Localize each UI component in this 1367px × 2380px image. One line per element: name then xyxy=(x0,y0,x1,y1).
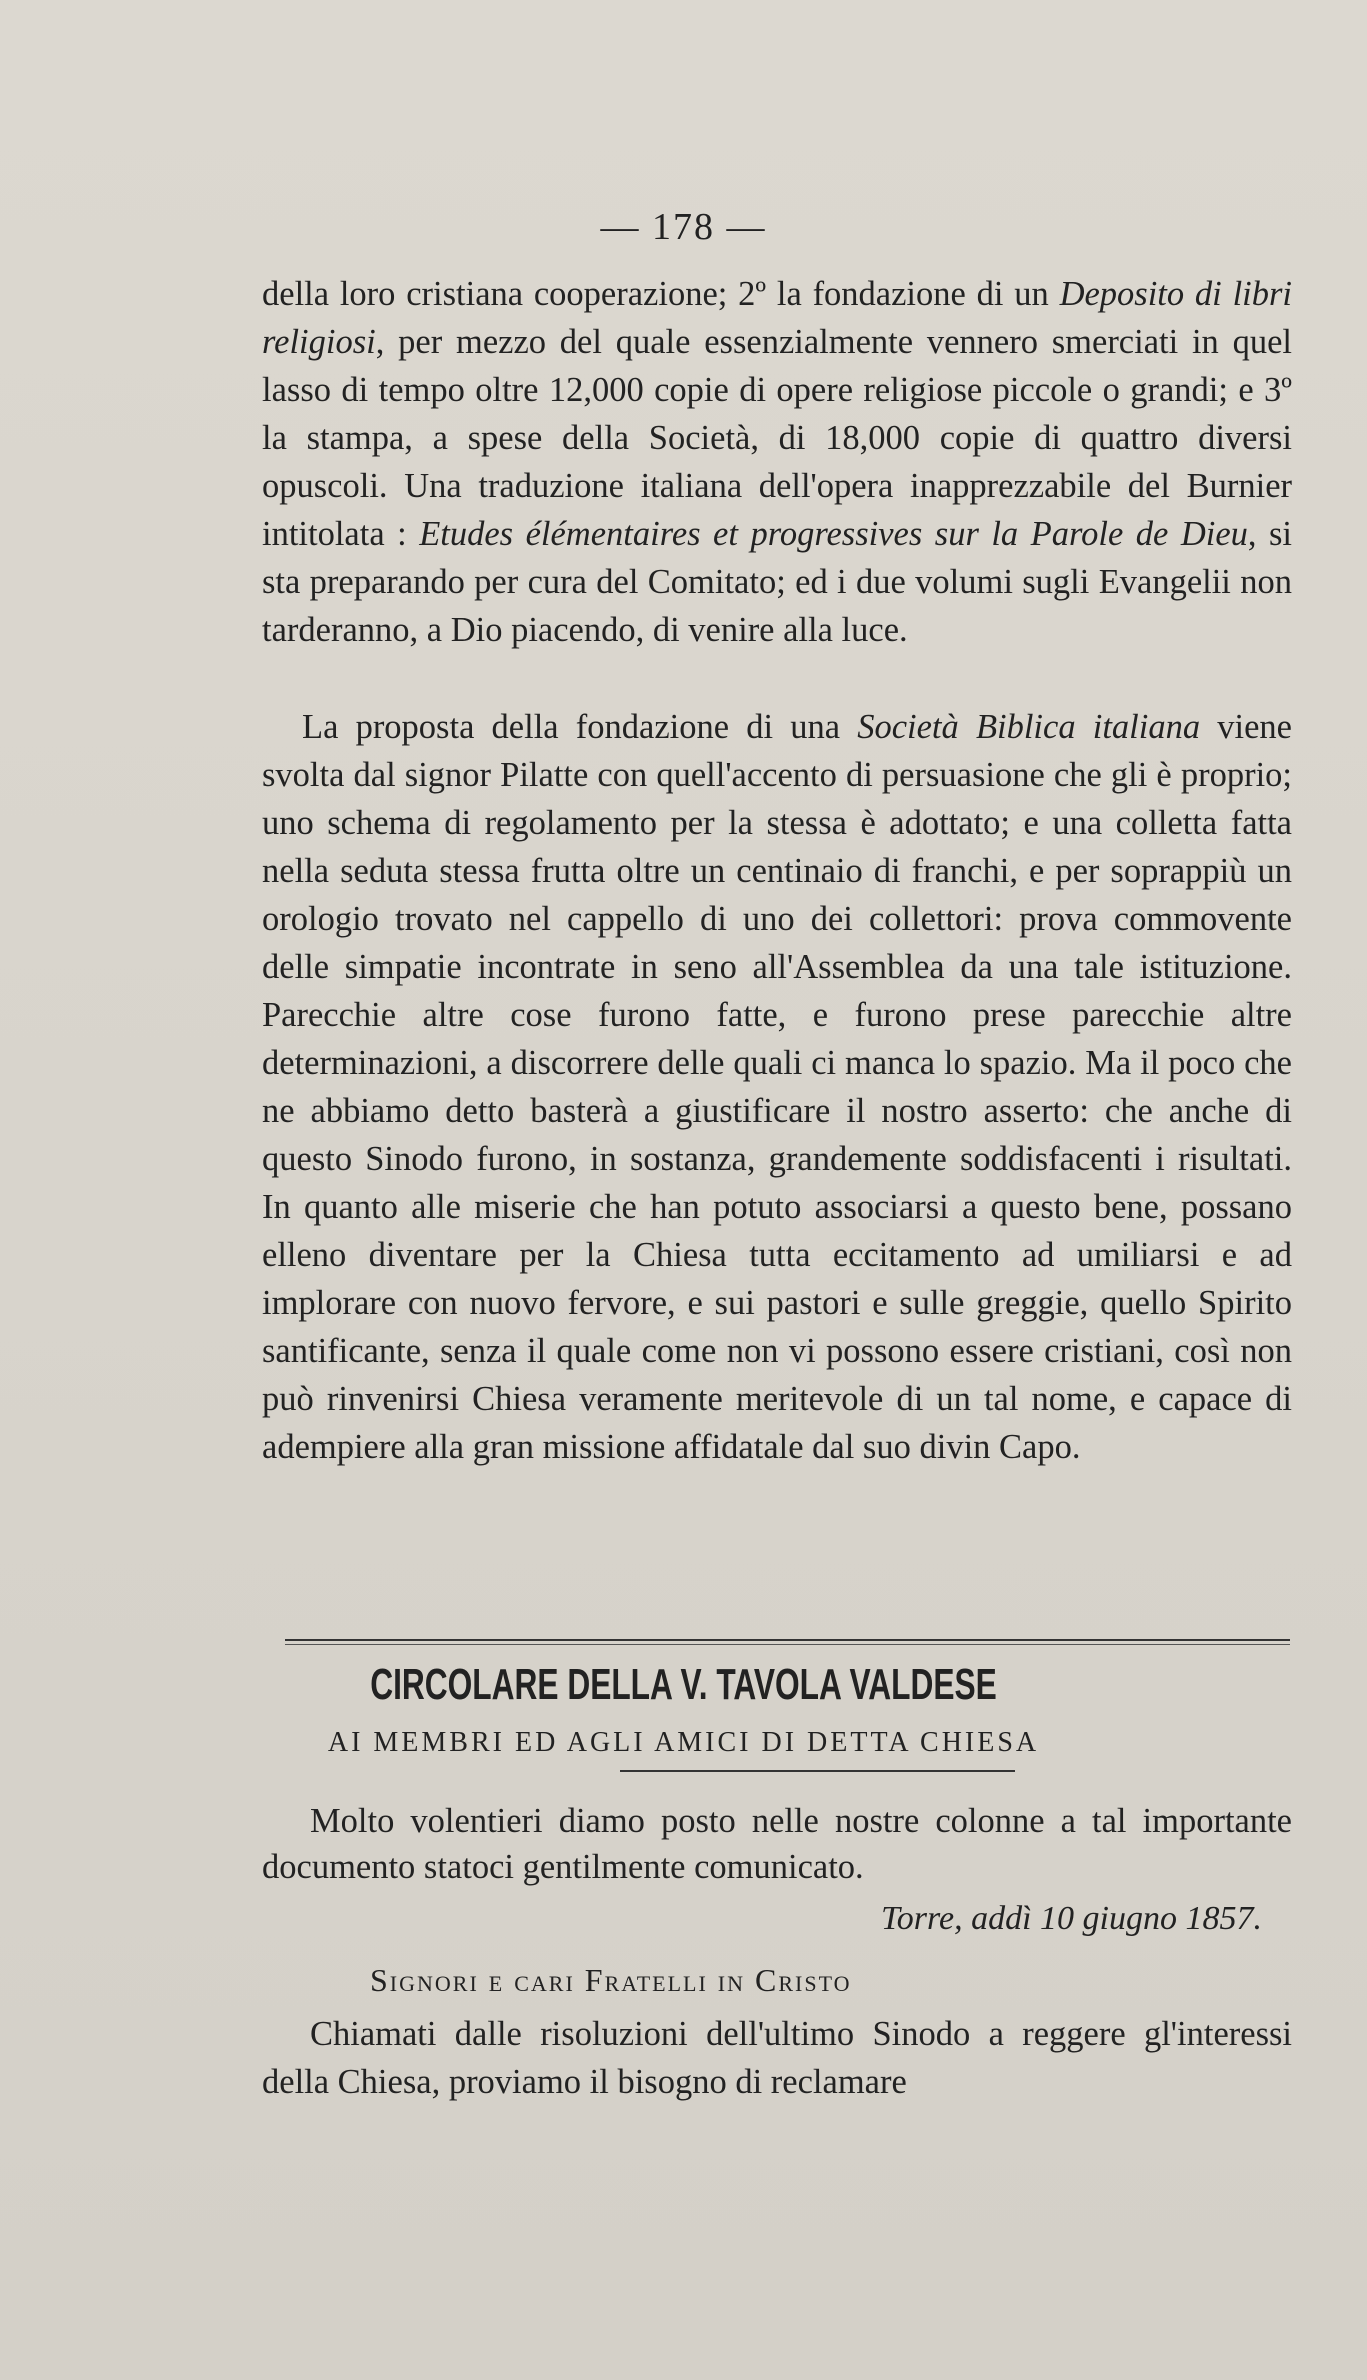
italic-run: Deposito di libri religiosi xyxy=(262,275,1292,361)
paragraph-biblical-society xyxy=(262,703,1292,1471)
text-run: , si sta preparando per cura del Comitato; ed i due volumi sugli Evangelii non tarderanno, a Dio piacendo, di venire alla luce. xyxy=(262,515,1293,649)
section-divider xyxy=(285,1639,1290,1641)
italic-run: Etudes élémentaires et progressives sur la Parole de Dieu xyxy=(419,515,1248,553)
text-run: , per mezzo del quale essenzialmente vennero smerciati in quel lasso di tempo oltre 12,000 copie di opere religiose piccole o grandi; e 3º la stampa, a spese della Società, di 18,000 copie di quattro diversi opuscoli. Una traduzione italiana dell'opera inapprezzabile del Burnier intitolata : xyxy=(262,323,1292,553)
intro-paragraph xyxy=(262,1798,1292,1890)
italic-run: Società Biblica italiana xyxy=(857,708,1201,746)
text-run: della loro cristiana cooperazione; 2º la fondazione di un xyxy=(262,275,1060,313)
salutation: Signori e cari Fratelli in Cristo xyxy=(370,1962,852,1998)
letter-opening xyxy=(262,2010,1292,2106)
section-subtitle: AI MEMBRI ED AGLI AMICI DI DETTA CHIESA xyxy=(327,1727,1040,1758)
text-run: viene svolta dal signor Pilatte con quell'accento di persuasione che gli è proprio; uno schema di regolamento per la stessa è adottato; e una colletta fatta nella seduta stessa frutta oltre un centinaio di franchi, e per soprappiù un orologio trovato nel cappello di uno dei collettori: prova commovente delle simpatie incontrate in seno all'Assemblea da una tale istituzione. Parecchie altre cose furono fatte, e furono prese parecchie altre determinazioni, a discorrere delle quali ci manca lo spazio. Ma il poco che ne abbiamo detto basterà a giustificare il nostro asserto: che anche di questo Sinodo furono, in sostanza, grandemente soddisfacenti i risultati. In quanto alle miserie che han potuto associarsi a questo bene, possano elleno diventare per la Chiesa tutta eccitamento ad umiliarsi e ad implorare con nuovo fervore, e sui pastori e sulle greggie, quello Spirito santificante, senza il quale come non vi possono essere cristiani, così non può rinvenirsi Chiesa veramente meritevole di un tal nome, e capace di adempiere alla gran missione affidatale dal suo divin Capo. xyxy=(262,708,1292,1466)
text-run: La proposta della fondazione di una xyxy=(302,708,858,746)
section-title: CIRCOLARE DELLA V. TAVOLA VALDESE xyxy=(370,1660,997,1709)
intro-text: Molto volentieri diamo posto nelle nostre colonne a tal importante documento statoci gentilmente comunicato. xyxy=(262,1802,1292,1886)
dateline: Torre, addì 10 giugno 1857. xyxy=(881,1900,1262,1937)
letter-text: Chiamati dalle risoluzioni dell'ultimo Sinodo a reggere gl'interessi della Chiesa, proviamo il bisogno di reclamare xyxy=(262,2015,1292,2101)
page-number: — 178 — xyxy=(600,206,767,248)
subtitle-rule xyxy=(620,1770,1015,1772)
section-divider-thin xyxy=(285,1644,1290,1645)
paragraph-continuation xyxy=(262,270,1292,654)
